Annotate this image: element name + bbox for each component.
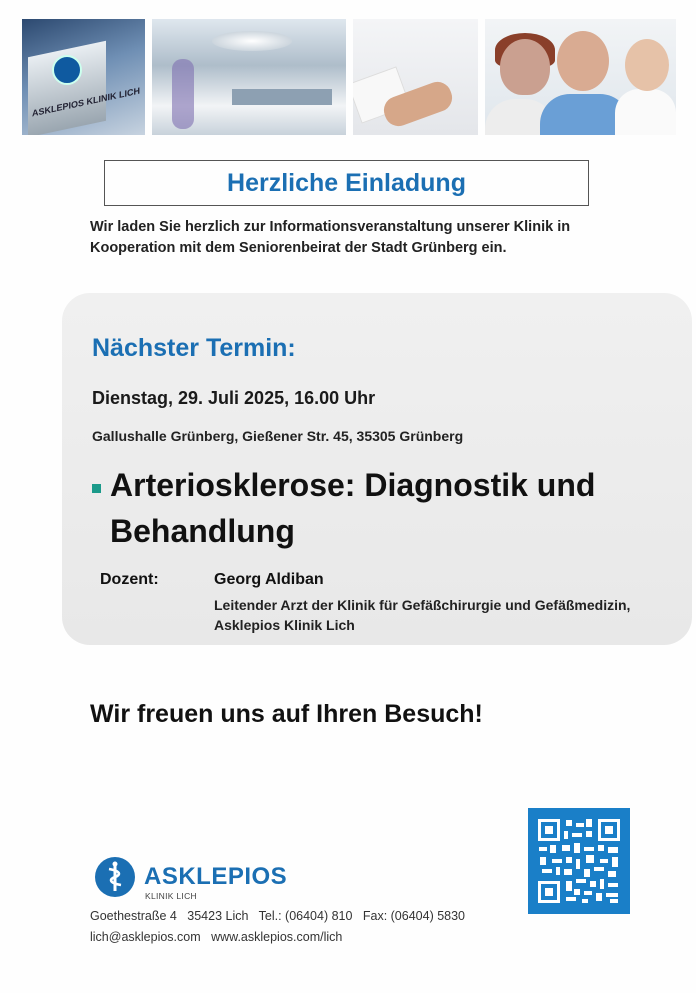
handshake-photo bbox=[353, 19, 478, 135]
invitation-title: Herzliche Einladung bbox=[227, 169, 466, 197]
qr-code[interactable] bbox=[528, 808, 630, 914]
lecturer-label: Dozent: bbox=[100, 571, 159, 588]
event-venue: Gallushalle Grünberg, Gießener Str. 45, 35305 Grünberg bbox=[92, 428, 464, 444]
operating-room-photo bbox=[152, 19, 346, 135]
patients-with-nurse-photo bbox=[485, 19, 676, 135]
invitation-intro: Wir laden Sie herzlich zur Informationsveranstaltung unserer Klinik in Kooperation mit dem Seniorenbeirat der Stadt Grünberg ein. bbox=[90, 219, 571, 256]
event-topic: Arteriosklerose: Diagnostik und Behandlung bbox=[110, 467, 596, 549]
asklepios-staff-logo-icon bbox=[95, 857, 135, 897]
header-photo-strip bbox=[22, 19, 677, 135]
qr-code-icon bbox=[536, 817, 622, 905]
event-heading: Nächster Termin: bbox=[92, 334, 296, 362]
brand-name: ASKLEPIOS bbox=[144, 863, 288, 890]
brand-subtitle: KLINIK LICH bbox=[145, 891, 197, 901]
topic-bullet-icon bbox=[92, 484, 101, 493]
lecturer-name: Georg Aldiban bbox=[214, 571, 324, 588]
address-line: Goethestraße 4 35423 Lich Tel.: (06404) 810 Fax: (06404) 5830 bbox=[90, 909, 466, 923]
event-date: Dienstag, 29. Juli 2025, 16.00 Uhr bbox=[92, 388, 376, 408]
clinic-sign-text: ASKLEPIOS KLINIK LICH bbox=[32, 85, 141, 119]
lecturer-role: Leitender Arzt der Klinik für Gefäßchirurgie und Gefäßmedizin, Asklepios Klinik Lich bbox=[214, 597, 631, 633]
invitation-title-box bbox=[104, 160, 589, 206]
clinic-sign-photo bbox=[22, 19, 145, 135]
asklepios-logo-icon bbox=[52, 55, 82, 85]
contact-line[interactable]: lich@asklepios.com www.asklepios.com/lich bbox=[90, 930, 343, 944]
closing-line: Wir freuen uns auf Ihren Besuch! bbox=[90, 700, 483, 728]
